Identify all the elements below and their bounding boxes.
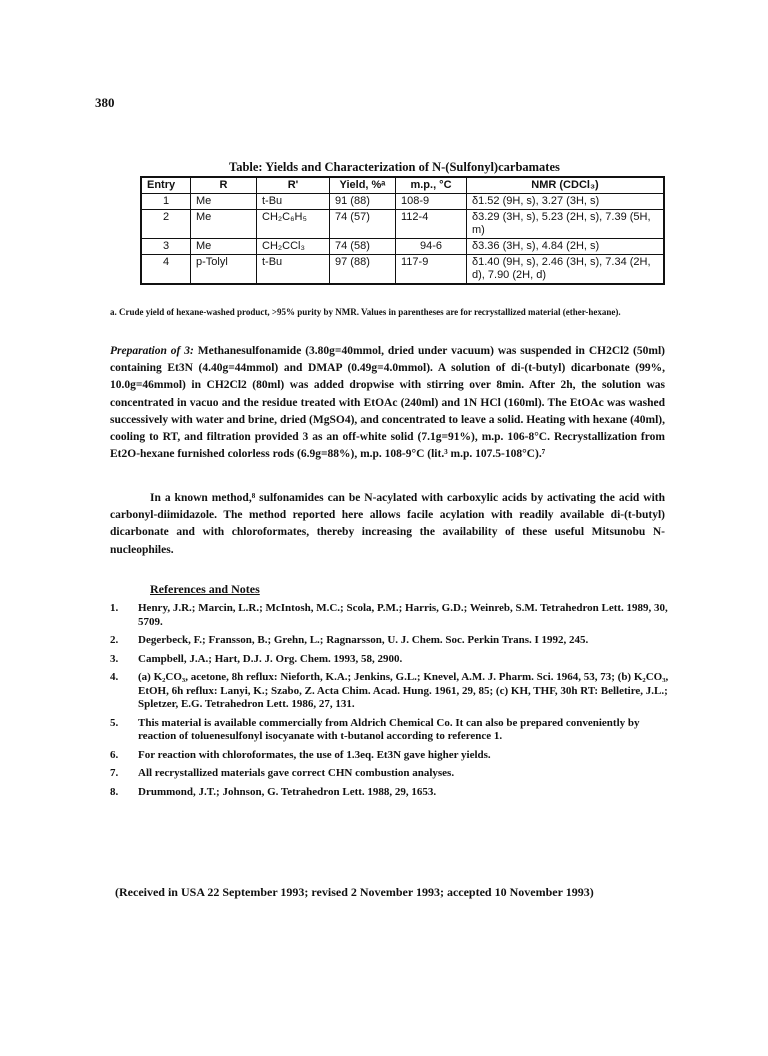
reference-text: (a) K₂CO₃, acetone, 8h reflux: Nieforth, K.A.; Jenkins, G.L.; Knevel, A.M. J. Pharm. Sci. 1964, 53, 73; (b) K₂CO₃, EtOH, 6h reflux: Lanyi, K.; Szabo, Z. Acta Chim. Acad. Hung. 1961, 29, 85; (c) KH, THF, 30h RT: Belletire, J.L.; Spletzer, E.G. Tetrahedron Lett. 1986, 27, 131. [138, 671, 669, 710]
reference-number: 2. [110, 634, 119, 646]
reference-item [110, 749, 670, 763]
header-r-prime: R' [257, 177, 330, 194]
received-dates: (Received in USA 22 September 1993; revised 2 November 1993; accepted 10 November 1993) [115, 885, 594, 899]
reference-text: For reaction with chloroformates, the use of 1.3eq. Et3N gave higher yields. [138, 748, 491, 761]
cell-r-prime: CH₂C₆H₅ [257, 210, 330, 239]
cell-yield: 97 (88) [330, 255, 396, 285]
cell-r-prime: CH₂CCl₃ [257, 239, 330, 255]
header-entry: Entry [141, 177, 191, 194]
cell-r: p-Tolyl [191, 255, 257, 285]
cell-mp: 117-9 [396, 255, 467, 285]
reference-item [110, 767, 670, 781]
header-nmr: NMR (CDCl₃) [467, 177, 665, 194]
reference-item [110, 786, 670, 800]
cell-nmr: δ1.40 (9H, s), 2.46 (3H, s), 7.34 (2H, d), 7.90 (2H, d) [467, 255, 665, 285]
preparation-text: Methanesulfonamide (3.80g=40mmol, dried under vacuum) was suspended in CH2Cl2 (50ml) containing Et3N (4.40g=44mmol) and DMAP (0.49g=4.0mmol). A solution of di-(t-butyl) dicarbonate (99%, 10.0g=46mmol) in CH2Cl2 (80ml) was added dropwise with stirring over 8min. After 2h, the solution was concentrated in vacuo and the residue treated with EtOAc (240ml) and 1N HCl (160ml). The EtOAc was washed successively with water and brine, dried (MgSO4), and concentrated to leave a solid. Heating with hexane (40ml), cooling to RT, and filtration provided 3 as an off-white solid (7.1g=91%), m.p. 106-8°C. Recrystallization from Et2O-hexane furnished colorless rods (6.9g=88%), m.p. 108-9°C (lit.³ m.p. 107.5-108°C).⁷ [110, 345, 665, 461]
reference-text: All recrystallized materials gave correct CHN combustion analyses. [138, 767, 455, 779]
reference-text: Henry, J.R.; Marcin, L.R.; McIntosh, M.C.; Scola, P.M.; Harris, G.D.; Weinreb, S.M. Tetrahedron Lett. 1989, 30, 5709. [138, 602, 668, 628]
cell-nmr: δ1.52 (9H, s), 3.27 (3H, s) [467, 194, 665, 210]
table-title: Table: Yields and Characterization of N-(Sulfonyl)carbamates [229, 160, 560, 174]
cell-yield: 74 (58) [330, 239, 396, 255]
reference-item [110, 653, 670, 667]
cell-mp: 94-6 [396, 239, 467, 255]
reference-item [110, 634, 670, 648]
cell-r-prime: t-Bu [257, 255, 330, 285]
references-list [110, 602, 670, 804]
reference-number: 1. [110, 602, 119, 614]
cell-entry: 4 [141, 255, 191, 285]
table-header-row [141, 177, 664, 194]
cell-entry: 2 [141, 210, 191, 239]
reference-text: Drummond, J.T.; Johnson, G. Tetrahedron Lett. 1988, 29, 1653. [138, 785, 437, 798]
header-yield: Yield, %ᵃ [330, 177, 396, 194]
cell-nmr: δ3.29 (3H, s), 5.23 (2H, s), 7.39 (5H, m) [467, 210, 665, 239]
header-r: R [191, 177, 257, 194]
preparation-paragraph [110, 343, 665, 463]
reference-text: This material is available commercially from Aldrich Chemical Co. It can also be prepared conveniently by reaction of toluenesulfonyl isocyanate with t-butanol according to reference 1. [138, 716, 640, 742]
table-row [141, 255, 664, 285]
cell-yield: 74 (57) [330, 210, 396, 239]
reference-text: Degerbeck, F.; Fransson, B.; Grehn, L.; Ragnarsson, U. J. Chem. Soc. Perkin Trans. I 1992, 245. [138, 634, 589, 646]
table-footnote: a. Crude yield of hexane-washed product, >95% purity by NMR. Values in parentheses are for recrystallized material (ether-hexane). [110, 307, 621, 317]
table-row [141, 239, 664, 255]
page-number: 380 [95, 95, 115, 110]
cell-r: Me [191, 210, 257, 239]
preparation-heading: Preparation of 3: [110, 345, 194, 357]
reference-number: 6. [110, 748, 119, 761]
reference-item [110, 717, 670, 744]
reference-number: 3. [110, 652, 119, 665]
reference-text: Campbell, J.A.; Hart, D.J. J. Org. Chem. 1993, 58, 2900. [138, 652, 403, 665]
cell-r: Me [191, 239, 257, 255]
cell-entry: 1 [141, 194, 191, 210]
table-row [141, 210, 664, 239]
cell-mp: 108-9 [396, 194, 467, 210]
cell-yield: 91 (88) [330, 194, 396, 210]
reference-number: 4. [110, 671, 119, 683]
cell-entry: 3 [141, 239, 191, 255]
results-table [140, 176, 665, 285]
references-heading: References and Notes [150, 582, 260, 596]
table-row [141, 194, 664, 210]
cell-nmr: δ3.36 (3H, s), 4.84 (2H, s) [467, 239, 665, 255]
cell-r: Me [191, 194, 257, 210]
reference-item [110, 602, 670, 629]
method-paragraph: In a known method,⁸ sulfonamides can be N-acylated with carboxylic acids by activating the acid with carbonyl-diimidazole. The method reported here allows facile acylation with readily available di-(t-butyl) dicarbonate and with chloroformates, thereby increasing the availability of these useful Mitsunobu N-nucleophiles. [110, 492, 665, 556]
cell-mp: 112-4 [396, 210, 467, 239]
reference-number: 7. [110, 767, 119, 779]
reference-number: 8. [110, 785, 119, 798]
cell-r-prime: t-Bu [257, 194, 330, 210]
header-mp: m.p., °C [396, 177, 467, 194]
reference-number: 5. [110, 716, 119, 729]
reference-item [110, 671, 670, 712]
